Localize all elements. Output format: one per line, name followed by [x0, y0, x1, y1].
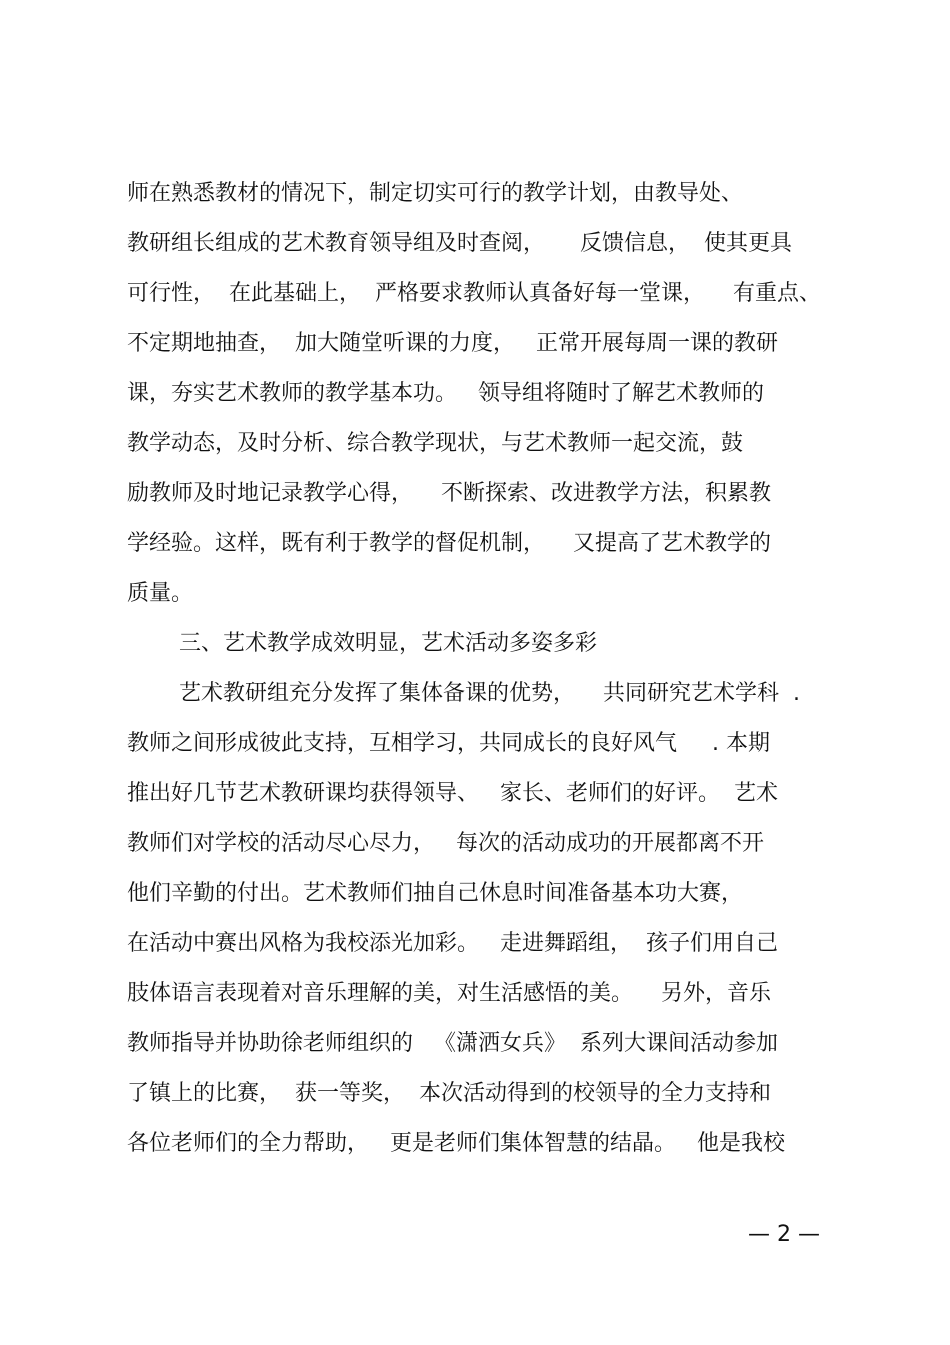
section-heading: 三、艺术教学成效明显，艺术活动多姿多彩 — [179, 631, 598, 656]
text-line-4: 不定期地抽查， 加大随堂听课的力度， 正常开展每周一课的教研 — [127, 331, 778, 356]
text-line-14: 教师们对学校的活动尽心尽力， 每次的活动成功的开展都离不开 — [127, 831, 764, 856]
text-line-6: 教学动态，及时分析、综合教学现状，与艺术教师一起交流，鼓 — [127, 431, 744, 456]
text-line-7: 励教师及时地记录教学心得， 不断探索、改进教学方法，积累教 — [127, 481, 771, 506]
text-line-15: 他们辛勤的付出。艺术教师们抽自己休息时间准备基本功大赛， — [127, 881, 744, 906]
text-line-20: 各位老师们的全力帮助， 更是老师们集体智慧的结晶。 他是我校 — [127, 1131, 785, 1156]
text-line-8: 学经验。这样，既有利于教学的督促机制， 又提高了艺术教学的 — [127, 531, 771, 556]
text-line-5: 课，夯实艺术教师的教学基本功。 领导组将随时了解艺术教师的 — [127, 381, 764, 406]
text-line-13: 推出好几节艺术教研课均获得领导、 家长、老师们的好评。 艺术 — [127, 781, 778, 806]
page-number: — 2 — — [748, 1222, 820, 1247]
text-line-1: 师在熟悉教材的情况下，制定切实可行的教学计划，由教导处、 — [127, 181, 744, 206]
text-line-18: 教师指导并协助徐老师组织的 《潇洒女兵》 系列大课间活动参加 — [127, 1031, 778, 1056]
text-line-9: 质量。 — [127, 581, 194, 606]
text-line-3: 可行性， 在此基础上， 严格要求教师认真备好每一堂课， 有重点、 — [127, 281, 821, 306]
text-line-2: 教研组长组成的艺术教育领导组及时查阅， 反馈信息， 使其更具 — [127, 231, 792, 256]
text-line-17: 肢体语言表现着对音乐理解的美，对生活感悟的美。 另外，音乐 — [127, 981, 771, 1006]
text-line-12: 教师之间形成彼此支持，互相学习，共同成长的良好风气 . 本期 — [127, 731, 770, 756]
text-line-16: 在活动中赛出风格为我校添光加彩。 走进舞蹈组， 孩子们用自己 — [127, 931, 778, 956]
text-line-11: 艺术教研组充分发挥了集体备课的优势， 共同研究艺术学科 . — [179, 681, 800, 706]
text-line-19: 了镇上的比赛， 获一等奖， 本次活动得到的校领导的全力支持和 — [127, 1081, 771, 1106]
